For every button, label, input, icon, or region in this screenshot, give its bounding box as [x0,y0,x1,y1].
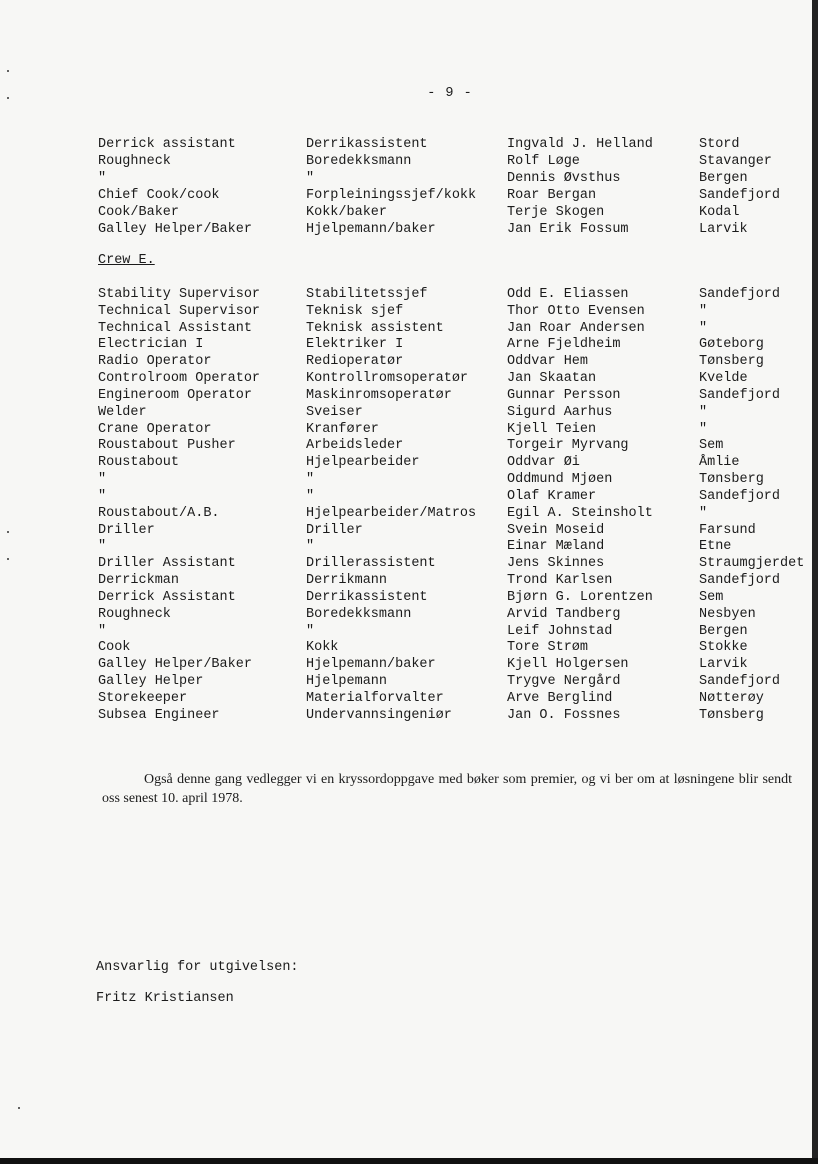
english-title: Derrick assistant [98,137,236,152]
hometown: Kodal [699,204,740,220]
norwegian-title: Maskinromsoperatør [306,387,452,403]
person-name: Arne Fjeldheim [507,337,621,353]
hometown: Åmlie [699,455,740,471]
person-name: Jan O. Fossnes [507,707,621,723]
person-name: Thor Otto Evensen [507,303,645,319]
english-title: Engineroom Operator [98,387,252,403]
norwegian-title: Teknisk sjef [306,303,404,319]
hometown: Sandefjord [699,488,781,504]
norwegian-title: Forpleiningssjef/kokk [306,187,477,203]
scan-speck [7,558,9,560]
hometown: Sem [699,438,724,454]
norwegian-title: Kranfører [306,421,379,437]
english-title: Roustabout [98,455,180,471]
norwegian-title: Redioperatør [306,354,404,370]
scan-edge-right [812,0,818,1164]
scan-speck [7,531,9,533]
norwegian-title: Elektriker I [306,337,404,353]
hometown: " [699,421,708,437]
hometown: " [699,303,708,319]
norwegian-title: Hjelpemann [306,674,388,690]
english-title: " [98,472,107,488]
closing-paragraph: Også denne gang vedlegger vi en kryssordoppgave med bøker som premier, og vi ber om at løsningene blir sendt oss senest 10. april 1978. [102,772,792,806]
english-title: Derrick Assistant [98,589,236,605]
person-name: Oddvar Øi [507,455,580,471]
hometown: Sandefjord [699,287,781,302]
person-name: Jan Skaatan [507,371,597,387]
norwegian-title: " [306,170,315,186]
person-name: Terje Skogen [507,204,605,220]
person-name: Jan Erik Fossum [507,221,629,237]
norwegian-title: Derrikassistent [306,589,428,605]
hometown: " [699,404,708,420]
english-title: Electrician I [98,337,204,353]
norwegian-title: " [306,472,315,488]
person-name: Leif Johnstad [507,623,613,639]
hometown: Sandefjord [699,187,781,203]
english-title: Galley Helper/Baker [98,221,252,237]
person-name: Tore Strøm [507,640,589,656]
hometown: Larvik [699,221,748,237]
person-name: Olaf Kramer [507,488,597,504]
norwegian-title: Hjelpemann/baker [306,657,436,673]
norwegian-title: Driller [306,522,363,538]
english-title: Galley Helper [98,674,204,690]
hometown: Stavanger [699,153,772,169]
english-title: Roustabout Pusher [98,438,236,454]
norwegian-title: Arbeidsleder [306,438,404,454]
norwegian-title: Kokk/baker [306,204,388,220]
norwegian-title: Hjelpearbeider [306,455,420,471]
norwegian-title: Materialforvalter [306,690,444,706]
english-title: Controlroom Operator [98,371,261,387]
scan-speck [18,1107,20,1109]
person-name: Roar Bergan [507,187,597,203]
english-title: Driller [98,522,155,538]
hometown: Gøteborg [699,337,764,353]
page-number: - 9 - [427,86,473,101]
norwegian-title: Derrikassistent [306,137,428,152]
english-title: Technical Assistant [98,320,252,336]
hometown: Sandefjord [699,573,781,589]
hometown: Nesbyen [699,606,756,622]
person-name: Jens Skinnes [507,556,605,572]
hometown: Tønsberg [699,472,764,488]
person-name: Rolf Løge [507,153,580,169]
norwegian-title: Hjelpearbeider/Matros [306,505,477,521]
person-name: Kjell Teien [507,421,597,437]
english-title: Technical Supervisor [98,303,261,319]
hometown: " [699,505,708,521]
english-title: Cook [98,640,131,656]
hometown: Stord [699,137,740,152]
person-name: Oddvar Hem [507,354,589,370]
person-name: Oddmund Mjøen [507,472,613,488]
hometown: Sem [699,589,724,605]
hometown: Bergen [699,623,748,639]
english-title: Crane Operator [98,421,212,437]
person-name: Jan Roar Andersen [507,320,645,336]
english-title: Driller Assistant [98,556,236,572]
norwegian-title: " [306,488,315,504]
person-name: Arvid Tandberg [507,606,621,622]
person-name: Odd E. Eliassen [507,287,629,302]
hometown: Stokke [699,640,748,656]
hometown: Sandefjord [699,387,781,403]
english-title: " [98,623,107,639]
hometown: Tønsberg [699,707,764,723]
english-title: Radio Operator [98,354,212,370]
hometown: Tønsberg [699,354,764,370]
section-title-crew-e: Crew E. [98,253,155,268]
person-name: Gunnar Persson [507,387,621,403]
norwegian-title: Boredekksmann [306,153,412,169]
norwegian-title: Teknisk assistent [306,320,444,336]
english-title: Storekeeper [98,690,188,706]
person-name: Einar Mæland [507,539,605,555]
person-name: Trond Karlsen [507,573,613,589]
person-name: Torgeir Myrvang [507,438,629,454]
person-name: Kjell Holgersen [507,657,629,673]
hometown: Straumgjerdet [699,556,805,572]
norwegian-title: Kokk [306,640,339,656]
norwegian-title: Kontrollromsoperatør [306,371,469,387]
norwegian-title: " [306,623,315,639]
norwegian-title: Boredekksmann [306,606,412,622]
norwegian-title: Sveiser [306,404,363,420]
english-title: Welder [98,404,147,420]
person-name: Bjørn G. Lorentzen [507,589,653,605]
hometown: Kvelde [699,371,748,387]
person-name: Dennis Øvsthus [507,170,621,186]
hometown: Nøtterøy [699,690,764,706]
scan-speck [7,97,9,99]
scan-speck [7,70,9,72]
person-name: Ingvald J. Helland [507,137,653,152]
scan-edge-bottom [0,1158,818,1164]
english-title: Galley Helper/Baker [98,657,252,673]
norwegian-title: Hjelpemann/baker [306,221,436,237]
english-title: Roustabout/A.B. [98,505,220,521]
person-name: Trygve Nergård [507,674,621,690]
english-title: " [98,539,107,555]
english-title: Roughneck [98,153,171,169]
hometown: " [699,320,708,336]
hometown: Sandefjord [699,674,781,690]
english-title: Stability Supervisor [98,287,261,302]
english-title: Subsea Engineer [98,707,220,723]
hometown: Larvik [699,657,748,673]
hometown: Etne [699,539,732,555]
english-title: " [98,170,107,186]
norwegian-title: Stabilitetssjef [306,287,428,302]
responsible-label: Ansvarlig for utgivelsen: [96,960,299,975]
english-title: Chief Cook/cook [98,187,220,203]
norwegian-title: Drillerassistent [306,556,436,572]
hometown: Farsund [699,522,756,538]
person-name: Arve Berglind [507,690,613,706]
norwegian-title: Undervannsingeniør [306,707,452,723]
english-title: Derrickman [98,573,180,589]
person-name: Egil A. Steinsholt [507,505,653,521]
english-title: " [98,488,107,504]
person-name: Svein Moseid [507,522,605,538]
responsible-name: Fritz Kristiansen [96,991,234,1006]
norwegian-title: " [306,539,315,555]
english-title: Cook/Baker [98,204,180,220]
hometown: Bergen [699,170,748,186]
person-name: Sigurd Aarhus [507,404,613,420]
english-title: Roughneck [98,606,171,622]
norwegian-title: Derrikmann [306,573,388,589]
